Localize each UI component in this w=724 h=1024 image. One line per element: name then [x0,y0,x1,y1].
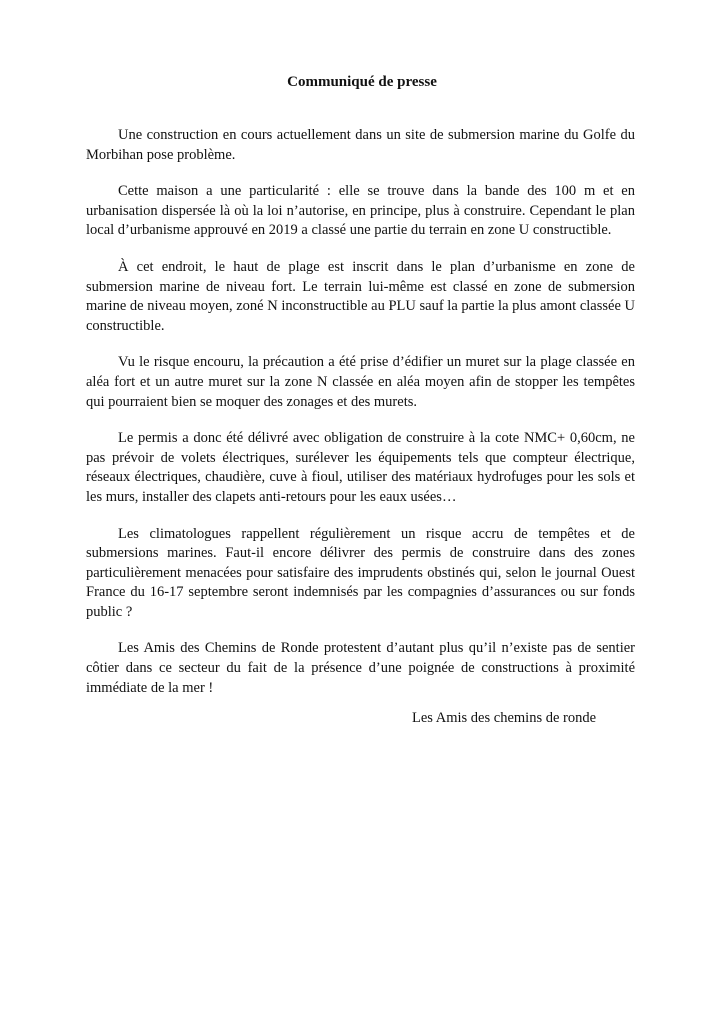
paragraph-7: Les Amis des Chemins de Ronde protestent d’autant plus qu’il n’existe pas de sentier côtier dans ce secteur du fait de la présence d’une poignée de constructions à proximité immédiate de la mer ! [86,640,635,696]
paragraph-1: Une construction en cours actuellement dans un site de submersion marine du Golfe du Morbihan pose problème. [86,127,635,163]
signature: Les Amis des chemins de ronde [412,710,597,726]
document-body [86,126,635,715]
paragraph-4: Vu le risque encouru, la précaution a été prise d’édifier un muret sur la plage classée en aléa fort et un autre muret sur la zone N classée en aléa moyen afin de stopper les tempêtes qui pourraient bien se moquer des zonages et des murets. [86,354,635,410]
paragraph-6: Les climatologues rappellent régulièrement un risque accru de tempêtes et de submersions marines. Faut-il encore délivrer des permis de construire dans des zones particulièrement menacées pour satisfaire des imprudents obstinés qui, selon le journal Ouest France du 16-17 septembre seront indemnisés par les compagnies d’assurances ou sur fonds public ? [86,525,635,620]
paragraph-3: À cet endroit, le haut de plage est inscrit dans le plan d’urbanisme en zone de submersion marine de niveau fort. Le terrain lui-même est classé en zone de submersion marine de niveau moyen, zoné N inconstructible au PLU sauf la partie la plus amont classée U constructible. [86,258,635,334]
paragraph-5: Le permis a donc été délivré avec obligation de construire à la cote NMC+ 0,60cm, ne pas prévoir de volets électriques, surélever les équipements tels que compteur électrique, réseaux électriques, chaudière, cuve à fioul, utiliser des matériaux hydrofuges pour les sols et les murs, installer des clapets anti-retours pour les eaux usées… [86,430,635,505]
document-title: Communiqué de presse [287,74,437,90]
paragraph-2: Cette maison a une particularité : elle se trouve dans la bande des 100 m et en urbanisation dispersée là où la loi n’autorise, en principe, plus à construire. Cependant le plan local d’urbanisme approuvé en 2019 a classé une partie du terrain en zone U constructible. [86,183,635,239]
